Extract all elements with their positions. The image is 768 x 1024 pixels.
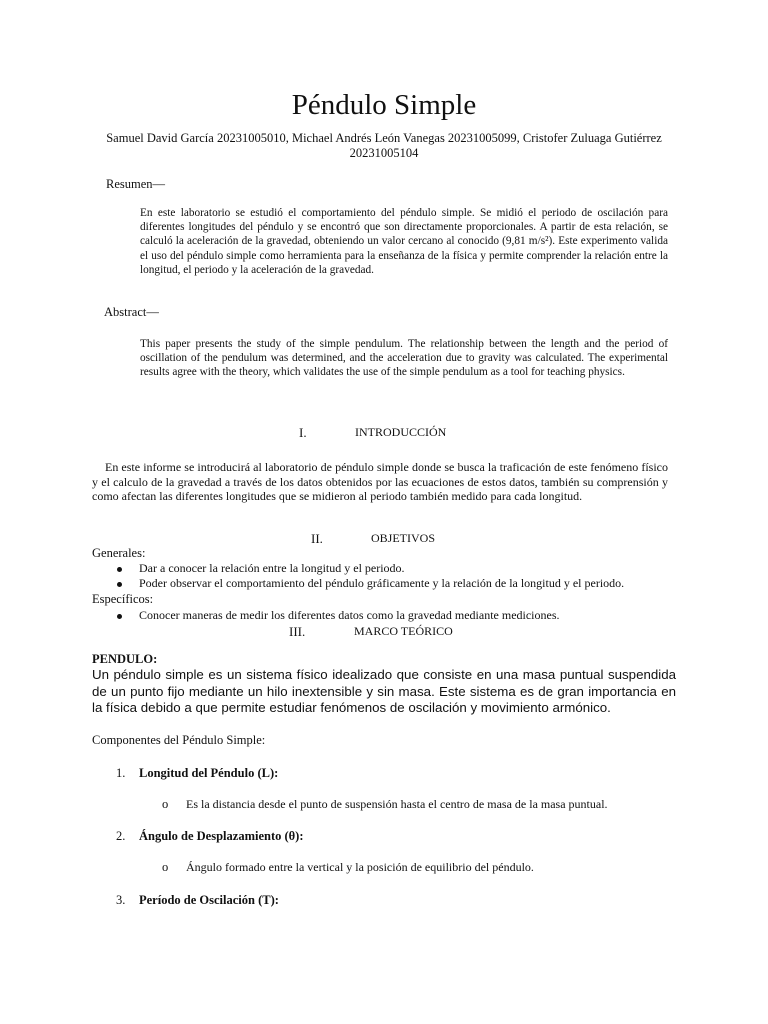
componente-title: Longitud del Péndulo (L): bbox=[139, 766, 279, 780]
section-title: INTRODUCCIÓN bbox=[355, 425, 447, 439]
bullet-icon bbox=[117, 582, 122, 587]
section-number: I. bbox=[299, 425, 307, 440]
pendulo-heading: PENDULO: bbox=[92, 652, 158, 666]
section-title: OBJETIVOS bbox=[371, 531, 436, 545]
componente-desc: Ángulo formado entre la vertical y la posición de equilibrio del péndulo. bbox=[186, 860, 534, 874]
paper-title: Péndulo Simple bbox=[291, 89, 477, 121]
abstract-label: Abstract— bbox=[104, 305, 159, 319]
especificos-label: Específicos: bbox=[92, 592, 154, 606]
list-item: Conocer maneras de medir los diferentes datos como la gravedad mediante mediciones. bbox=[139, 608, 560, 622]
componente-title: Período de Oscilación (T): bbox=[139, 893, 279, 907]
bullet-icon bbox=[117, 614, 122, 619]
list-number: 3. bbox=[116, 893, 126, 907]
bullet-icon bbox=[117, 567, 122, 572]
sub-bullet-icon: o bbox=[162, 797, 169, 811]
intro-paragraph: En este informe se introducirá al laboratorio de péndulo simple donde se busca la traficación de este fenómeno físico y el calculo de la gravedad a través de los datos obtenidos por las ecuaciones de estos datos, también su comprensión y como afectan las diferentes longitudes que se midieron al periodo también medido para cada longitud. bbox=[92, 460, 668, 504]
section-title: MARCO TEÓRICO bbox=[354, 624, 453, 638]
abstract-body: This paper presents the study of the simple pendulum. The relationship between the length and the period of oscillation of the pendulum was determined, and the acceleration due to gravity was calculated. The experimental results agree with the theory, which validates the use of the simple pendulum as a tool for teaching physics. bbox=[140, 338, 668, 379]
componentes-label: Componentes del Péndulo Simple: bbox=[92, 733, 266, 747]
list-number: 1. bbox=[116, 766, 126, 780]
list-item: Dar a conocer la relación entre la longitud y el periodo. bbox=[139, 561, 405, 575]
componente-title: Ángulo de Desplazamiento (θ): bbox=[139, 829, 304, 843]
section-number: II. bbox=[311, 531, 323, 546]
pendulo-paragraph: Un péndulo simple es un sistema físico idealizado que consiste en una masa puntual suspendida de un punto fijo mediante un hilo inextensible y sin masa. Este sistema es de gran importancia en la física debido a que permite estudiar fenómenos de oscilación y movimiento armónico. bbox=[92, 667, 676, 716]
authors-line: Samuel David García 20231005010, Michael Andrés León Vanegas 20231005099, Cristofer Zuluaga Gutiérrez 20231005104 bbox=[106, 131, 662, 160]
resumen-label: Resumen— bbox=[106, 177, 166, 191]
list-item: Poder observar el comportamiento del péndulo gráficamente y la relación de la longitud y el periodo. bbox=[139, 576, 625, 590]
sub-bullet-icon: o bbox=[162, 860, 169, 874]
componente-desc: Es la distancia desde el punto de suspensión hasta el centro de masa de la masa puntual. bbox=[186, 797, 608, 811]
generales-label: Generales: bbox=[92, 546, 146, 560]
section-number: III. bbox=[289, 624, 306, 639]
resumen-body: En este laboratorio se estudió el comportamiento del péndulo simple. Se midió el periodo de oscilación para diferentes longitudes del péndulo y se encontró que son directamente proporcionales. A partir de esta relación, se calculó la aceleración de la gravedad, obteniendo un valor cercano al conocido (9,81 m/s²). Este experimento valida el uso del péndulo simple como herramienta para la enseñanza de la física y permite comprender la relación entre la longitud, el periodo y la aceleración de la gravedad. bbox=[140, 207, 668, 276]
list-number: 2. bbox=[116, 829, 126, 843]
